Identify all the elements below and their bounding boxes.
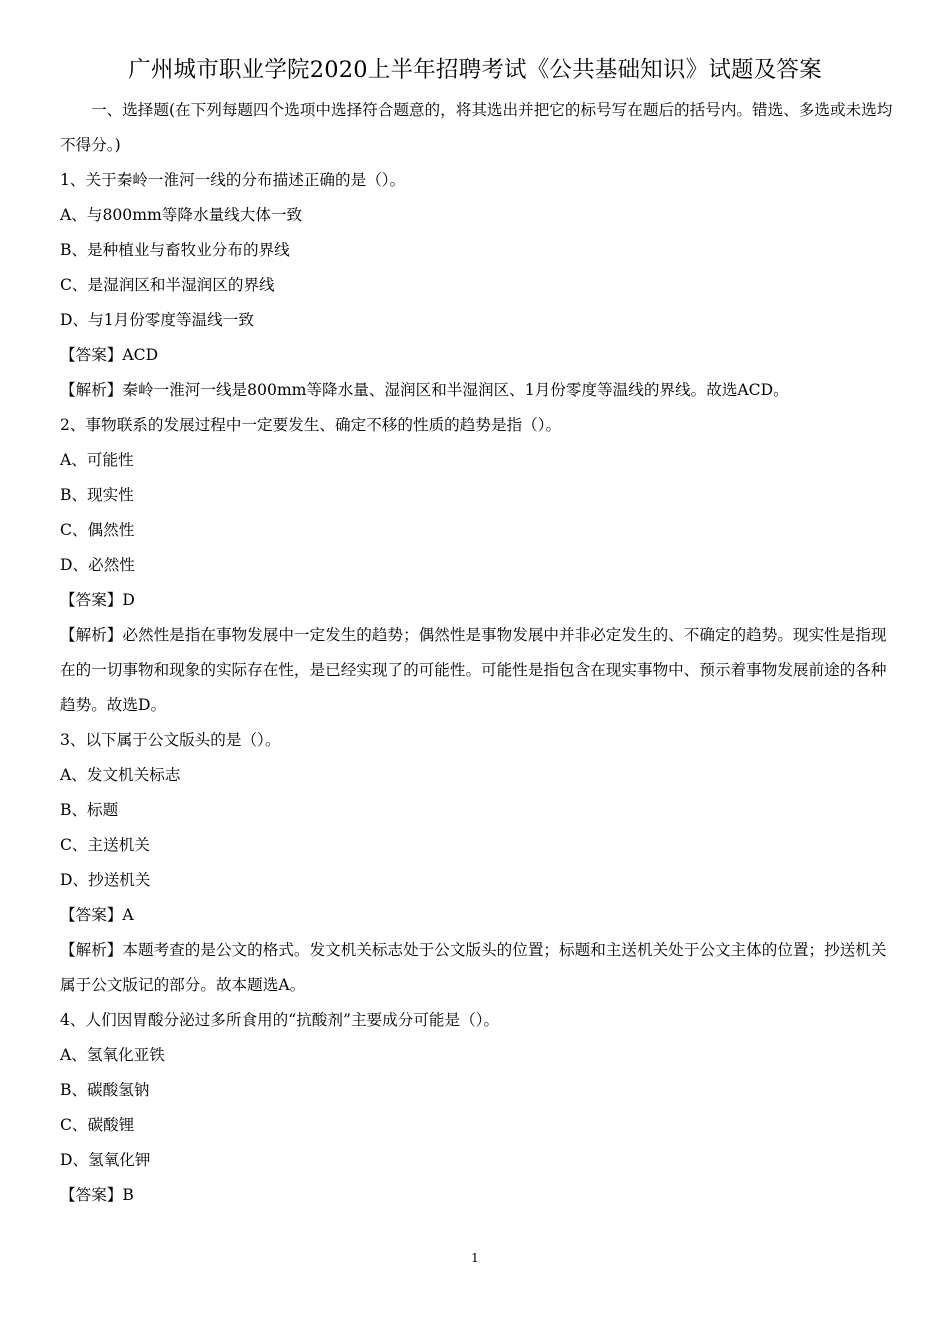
answer: 【答案】B	[60, 1186, 134, 1204]
option-d: D、必然性	[60, 556, 135, 574]
answer: 【答案】ACD	[60, 346, 159, 364]
option-a: A、氢氧化亚铁	[60, 1046, 165, 1064]
section-intro: 一、选择题(在下列每题四个选项中选择符合题意的，将其选出并把它的标号写在题后的括号内。错选、多选或未选均不得分。)	[60, 101, 893, 154]
option-c: C、碳酸锂	[60, 1116, 135, 1134]
option-b: B、是种植业与畜牧业分布的界线	[60, 241, 290, 259]
analysis: 【解析】秦岭一淮河一线是800mm等降水量、湿润区和半湿润区、1月份零度等温线的界线。故选ACD。	[60, 381, 789, 399]
option-b: B、标题	[60, 801, 119, 819]
answer: 【答案】D	[60, 591, 135, 609]
option-c: C、偶然性	[60, 521, 135, 539]
option-b: B、现实性	[60, 486, 134, 504]
question-stem: 2、事物联系的发展过程中一定要发生、确定不移的性质的趋势是指（）。	[60, 416, 562, 434]
option-b: B、碳酸氢钠	[60, 1081, 150, 1099]
option-d: D、氢氧化钾	[60, 1151, 151, 1169]
option-c: C、主送机关	[60, 836, 150, 854]
question-2	[60, 415, 895, 723]
question-stem: 3、以下属于公文版头的是（）。	[60, 731, 281, 749]
question-stem: 1、关于秦岭一淮河一线的分布描述正确的是（）。	[60, 171, 406, 189]
option-d: D、抄送机关	[60, 871, 151, 889]
option-a: A、与800mm等降水量线大体一致	[60, 206, 303, 224]
question-4	[60, 1010, 895, 1220]
option-c: C、是湿润区和半湿润区的界线	[60, 276, 275, 294]
option-d: D、与1月份零度等温线一致	[60, 311, 254, 329]
answer: 【答案】A	[60, 906, 134, 924]
analysis: 【解析】本题考查的是公文的格式。发文机关标志处于公文版头的位置；标题和主送机关处于公文主体的位置；抄送机关属于公文版记的部分。故本题选A。	[60, 941, 887, 994]
question-stem: 4、人们因胃酸分泌过多所食用的“抗酸剂”主要成分可能是（）。	[60, 1011, 500, 1029]
option-a: A、发文机关标志	[60, 766, 181, 784]
option-a: A、可能性	[60, 451, 134, 469]
analysis: 【解析】必然性是指在事物发展中一定发生的趋势；偶然性是事物发展中并非必定发生的、不确定的趋势。现实性是指现在的一切事物和现象的实际存在性，是已经实现了的可能性。可能性是指包含在现实事物中、预示着事物发展前途的各种趋势。故选D。	[60, 626, 887, 714]
question-3	[60, 730, 895, 1003]
document-body	[60, 100, 895, 1220]
document-title: 广州城市职业学院2020上半年招聘考试《公共基础知识》试题及答案	[128, 57, 822, 83]
page-number: 1	[471, 1251, 479, 1265]
question-1	[60, 170, 895, 415]
